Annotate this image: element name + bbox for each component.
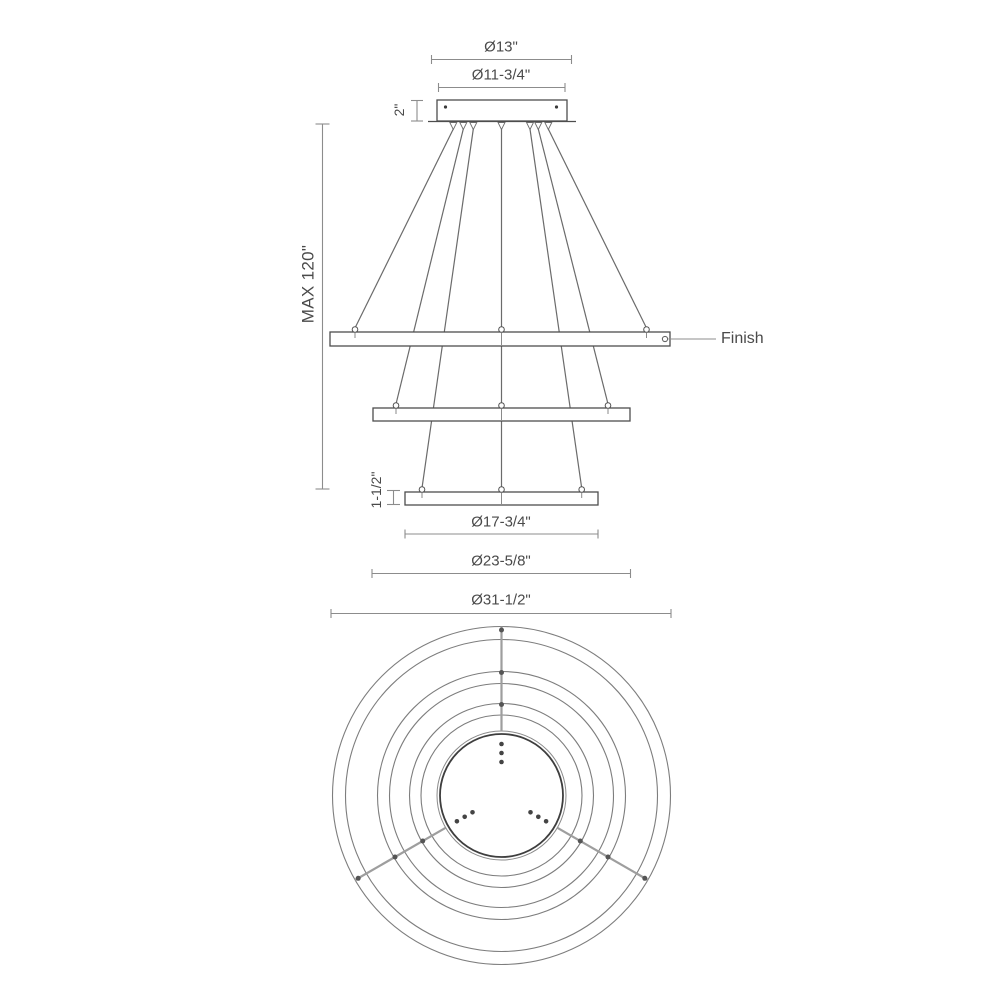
large-ring-diameter-label: Ø31-1/2" — [471, 591, 531, 609]
ring-small-profile — [405, 492, 598, 505]
medium-ring-diameter-label: Ø23-5/8" — [471, 552, 531, 570]
plan-canopy-circles — [437, 731, 566, 860]
ring-large-profile — [330, 332, 670, 346]
canopy-screw-left — [444, 105, 447, 108]
max-drop-dimension — [316, 124, 330, 489]
ring-height-dimension — [387, 491, 400, 505]
canopy-screw-right — [555, 105, 558, 108]
canopy-outer-diameter-label: Ø13" — [484, 38, 518, 56]
ring-height-label: 1-1/2" — [368, 471, 384, 509]
canopy-height-dimension — [411, 101, 423, 122]
ring-medium-profile — [373, 408, 630, 421]
canopy — [428, 100, 576, 122]
canopy-inner-dimension — [439, 83, 566, 92]
large-ring-dimension — [331, 609, 671, 618]
small-ring-dimension — [405, 530, 598, 539]
canopy-height-label: 2" — [391, 103, 407, 117]
cable-grippers — [450, 123, 552, 130]
small-ring-diameter-label: Ø17-3/4" — [471, 513, 531, 531]
bottom-view-plan — [333, 627, 671, 965]
canopy-inner-diameter-label: Ø11-3/4" — [471, 66, 531, 84]
max-drop-label: MAX 120" — [298, 244, 318, 324]
plan-canopy-dots — [455, 742, 549, 824]
side-view-elevation — [316, 55, 717, 618]
medium-ring-dimension — [372, 569, 631, 578]
finish-label: Finish — [721, 330, 764, 347]
suspension-cables — [355, 122, 647, 489]
canopy-outer-dimension — [432, 55, 572, 64]
